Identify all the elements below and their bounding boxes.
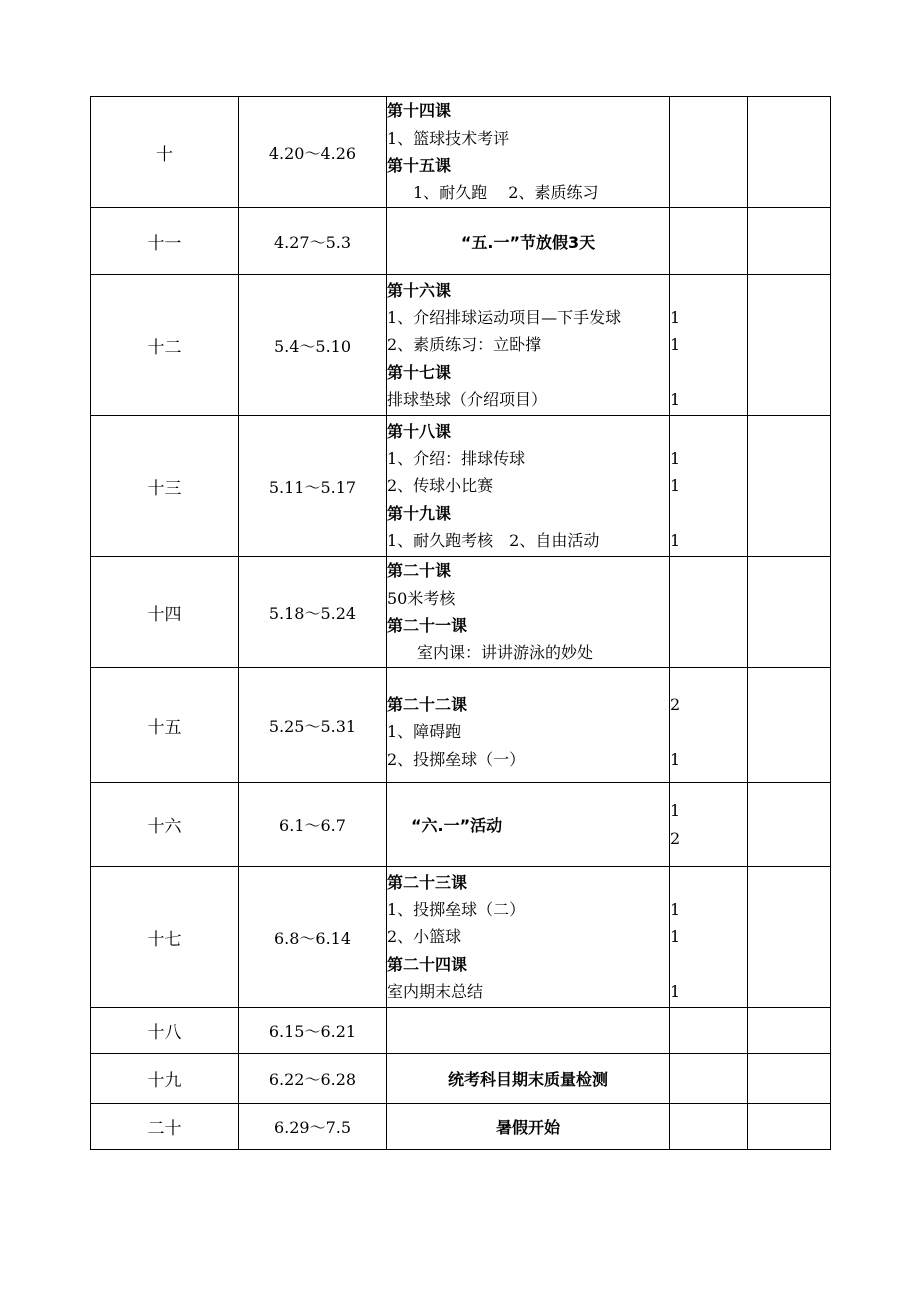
hours-cell xyxy=(670,208,748,275)
table-row xyxy=(91,867,831,1008)
event-cell: 统考科目期末质量检测 xyxy=(387,1054,670,1104)
hours-value xyxy=(670,612,747,639)
hours-cell xyxy=(670,1008,748,1054)
date-range-cell: 5.18～5.24 xyxy=(239,557,387,668)
date-range-cell: 6.29～7.5 xyxy=(239,1104,387,1150)
table-row xyxy=(91,557,831,668)
lesson-item: 排球垫球（介绍项目） xyxy=(387,389,548,409)
lesson-item: 2、素质练习：立卧撑 xyxy=(387,335,542,355)
lesson-title: 第二十四课 xyxy=(387,954,468,974)
lesson-title: 第二十二课 xyxy=(387,695,468,715)
lesson-item: 室内期末总结 xyxy=(387,981,484,1001)
hours-value xyxy=(670,277,747,304)
lesson-content-cell xyxy=(387,867,670,1008)
week-cell: 十七 xyxy=(91,867,239,1008)
week-cell: 十六 xyxy=(91,783,239,867)
event-cell: “五.一”节放假3天 xyxy=(387,208,670,275)
note-cell xyxy=(748,1054,831,1104)
hours-cell xyxy=(670,668,748,783)
event-cell xyxy=(387,1008,670,1054)
hours-cell xyxy=(670,783,748,867)
date-range-cell: 6.8～6.14 xyxy=(239,867,387,1008)
week-cell: 十 xyxy=(91,97,239,208)
lesson-item: 1、障碍跑 xyxy=(387,722,462,742)
hours-cell xyxy=(670,275,748,416)
lesson-content-cell xyxy=(387,275,670,416)
hours-cell xyxy=(670,867,748,1008)
hours-value: 1 xyxy=(670,981,681,1001)
hours-value xyxy=(670,359,747,386)
lesson-title: 第二十三课 xyxy=(387,872,468,892)
hours-value: 1 xyxy=(670,927,681,947)
table-row xyxy=(91,783,831,867)
table-row xyxy=(91,416,831,557)
table-row xyxy=(91,208,831,275)
note-cell xyxy=(748,208,831,275)
lesson-title: 第十六课 xyxy=(387,280,452,300)
week-cell: 十三 xyxy=(91,416,239,557)
hours-value xyxy=(670,639,747,666)
lesson-content-cell xyxy=(387,97,670,208)
note-cell xyxy=(748,1104,831,1150)
note-cell xyxy=(748,1008,831,1054)
note-cell xyxy=(748,557,831,668)
hours-cell xyxy=(670,1104,748,1150)
lesson-item xyxy=(387,677,669,691)
hours-value: 1 xyxy=(670,308,681,328)
schedule-table xyxy=(90,96,831,1150)
lesson-item: 2、小篮球 xyxy=(387,927,462,947)
lesson-title: 第十四课 xyxy=(387,101,452,121)
hours-cell xyxy=(670,557,748,668)
date-range-cell: 5.25～5.31 xyxy=(239,668,387,783)
hours-value: 1 xyxy=(670,389,681,409)
table-row xyxy=(91,1104,831,1150)
hours-value xyxy=(670,718,747,745)
hours-value: 1 xyxy=(670,476,681,496)
date-range-cell: 5.11～5.17 xyxy=(239,416,387,557)
note-cell xyxy=(748,275,831,416)
week-cell: 二十 xyxy=(91,1104,239,1150)
hours-value xyxy=(670,125,747,152)
week-cell: 十一 xyxy=(91,208,239,275)
lesson-title: 第十五课 xyxy=(387,156,452,175)
table-row xyxy=(91,1054,831,1104)
table-row xyxy=(91,668,831,783)
week-cell: 十八 xyxy=(91,1008,239,1054)
hours-cell xyxy=(670,97,748,208)
lesson-title: 第十九课 xyxy=(387,503,452,523)
hours-value: 1 xyxy=(670,801,681,821)
week-cell: 十二 xyxy=(91,275,239,416)
event-cell: 暑假开始 xyxy=(387,1104,670,1150)
lesson-content-cell xyxy=(387,557,670,668)
hours-value: 1 xyxy=(670,335,681,355)
hours-value xyxy=(670,869,747,896)
hours-value xyxy=(670,418,747,445)
hours-cell xyxy=(670,416,748,557)
note-cell xyxy=(748,416,831,557)
hours-value xyxy=(670,500,747,527)
schedule-body xyxy=(91,97,831,1150)
hours-value xyxy=(670,179,747,206)
hours-value: 2 xyxy=(670,828,681,848)
note-cell xyxy=(748,97,831,208)
hours-value xyxy=(670,585,747,612)
lesson-item: 50米考核 xyxy=(387,588,456,608)
lesson-item: 1、耐久跑 2、素质练习 xyxy=(413,183,599,203)
table-row xyxy=(91,1008,831,1054)
hours-value: 2 xyxy=(670,695,681,715)
table-row xyxy=(91,275,831,416)
lesson-item: 1、介绍：排球传球 xyxy=(387,449,526,469)
lesson-title: 第二十课 xyxy=(387,561,452,581)
lesson-item: 2、投掷垒球（一） xyxy=(387,749,526,769)
note-cell xyxy=(748,668,831,783)
hours-value: 1 xyxy=(670,749,681,769)
lesson-title: 第二十一课 xyxy=(387,616,468,635)
date-range-cell: 4.27～5.3 xyxy=(239,208,387,275)
date-range-cell: 6.15～6.21 xyxy=(239,1008,387,1054)
lesson-content-cell xyxy=(387,668,670,783)
lesson-item: 1、篮球技术考评 xyxy=(387,128,510,148)
lesson-item: 1、投掷垒球（二） xyxy=(387,900,526,920)
lesson-title: 第十八课 xyxy=(387,421,452,441)
date-range-cell: 5.4～5.10 xyxy=(239,275,387,416)
week-cell: 十九 xyxy=(91,1054,239,1104)
lesson-item: 1、耐久跑考核 2、自由活动 xyxy=(387,530,600,550)
hours-value xyxy=(670,97,747,124)
hours-value xyxy=(670,152,747,179)
hours-value: 1 xyxy=(670,530,681,550)
hours-value xyxy=(670,951,747,978)
lesson-title: 第十七课 xyxy=(387,362,452,382)
hours-cell xyxy=(670,1054,748,1104)
hours-value: 1 xyxy=(670,449,681,469)
lesson-content-cell xyxy=(387,416,670,557)
note-cell xyxy=(748,867,831,1008)
date-range-cell: 4.20～4.26 xyxy=(239,97,387,208)
lesson-item: 2、传球小比赛 xyxy=(387,476,494,496)
lesson-item: 室内课：讲讲游泳的妙处 xyxy=(417,643,594,663)
lesson-item: 1、介绍排球运动项目—下手发球 xyxy=(387,308,622,328)
table-row xyxy=(91,97,831,208)
hours-value: 1 xyxy=(670,900,681,920)
date-range-cell: 6.22～6.28 xyxy=(239,1054,387,1104)
hours-value xyxy=(670,557,747,584)
week-cell: 十四 xyxy=(91,557,239,668)
note-cell xyxy=(748,783,831,867)
event-cell: “六.一”活动 xyxy=(387,783,670,867)
week-cell: 十五 xyxy=(91,668,239,783)
date-range-cell: 6.1～6.7 xyxy=(239,783,387,867)
hours-value xyxy=(670,677,747,691)
